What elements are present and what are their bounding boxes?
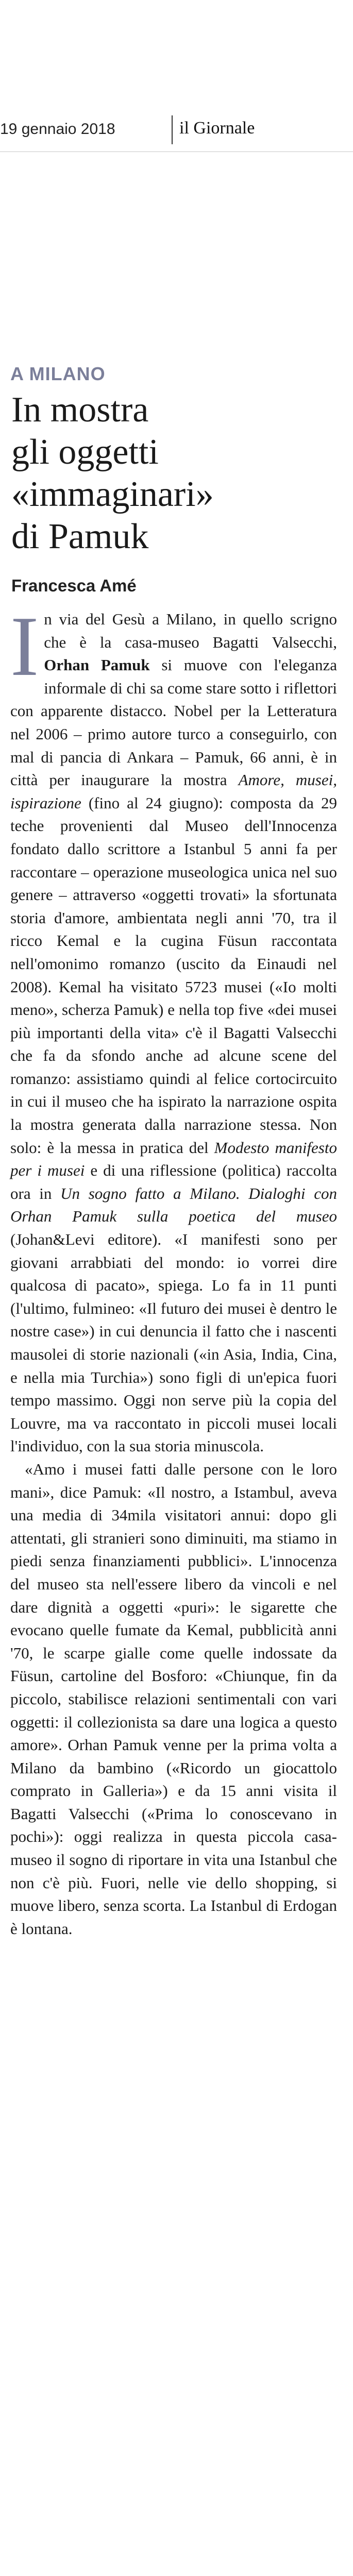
text-run-bold: Orhan Pamuk [44, 656, 150, 674]
title-line: gli oggetti [11, 432, 159, 472]
newspaper-name: il Giornale [179, 118, 255, 138]
text-run: (Johan&Levi editore). «I manifesti sono per giovani arrabbiati del mondo: io vorrei dire qualcosa di pacato», spiega. Lo fa in 11 punti (l'ultimo, fulmineo: «Il futuro dei musei è dentro le nostre case») in cui denuncia il fatto che i nascenti mausolei di storie nazionali («in Asia, India, Cina, e nella mia Turchia») sono figli di un'epica fuori tempo massimo. Oggi non serve più la copia del Louvre, ma va raccontato in piccoli musei locali l'individuo, con la sua storia minuscola. [10, 1230, 337, 1455]
text-run: (fino al 24 giugno): composta da 29 teche provenienti dal Museo dell'Innocenza fondato dallo scrittore a Istanbul 5 anni fa per raccontare – operazione museologica unica nel suo genere – attraverso «oggetti trovati» la sfortunata storia d'amore, ambientata negli anni '70, tra il ricco Kemal e la cugina Füsun raccontata nell'omonimo romanzo (uscito da Einaudi nel 2008). Kemal ha visitato 5723 musei («Io molti meno», scherza Pamuk) e nella top five «dei musei più importanti della vita» c'è il Bagatti Valsecchi che fa da sfondo anche ad alcune scene del romanzo: assistiamo quindi al felice cortocircuito in cui il museo che ha ispirato la narrazione ospita la mostra generata dalla narrazione stessa. Non solo: è la messa in pratica del [10, 793, 337, 1157]
article-body [10, 599, 337, 1940]
title-line: In mostra [11, 390, 149, 430]
title-line: «immaginari» [11, 474, 214, 514]
drop-cap: I [10, 599, 39, 693]
author-byline: Francesca Amé [11, 576, 137, 595]
header-separator [172, 115, 173, 144]
paragraph-1 [10, 599, 337, 1458]
text-run: n via del Gesù a Milano, in quello scrigno che è la casa-museo Bagatti Valsecchi, [44, 610, 337, 651]
page-header [0, 108, 353, 155]
title-line: di Pamuk [11, 517, 149, 556]
p1-runs [10, 599, 337, 1455]
text-run-italic: Amore, musei, ispirazione [10, 771, 337, 812]
section-kicker: A MILANO [10, 363, 106, 384]
paragraph-2: «Amo i musei fatti dalle persone con le loro mani», dice Pamuk: «Il nostro, a Istambul, aveva una media di 34mila visitatori annui: dopo gli attentati, gli stranieri sono diminuiti, ma stiamo in piedi senza finanziamenti pubblici». L'innocenza del museo sta nell'essere libero da vincoli e nel dare dignità a oggetti «puri»: le sigarette che evocano quelle fumate da Kemal, pubblicità anni '70, le scarpe gialle come quelle indossate da Füsun, cartoline del Bosforo: «Chiunque, fin da piccolo, stabilisce relazioni sentimentali con vari oggetti: il collezionista sa dare una logica a questo amore». Orhan Pamuk venne per la prima volta a Milano da bambino («Ricordo un giocattolo comprato in Galleria») e da 15 anni visita il Bagatti Valsecchi («Prima lo conoscevano in pochi»): oggi realizza in questa piccola casa-museo il sogno di riportare in vita una Istanbul che non c'è più. Fuori, nelle vie dello shopping, si muove libero, senza scorta. La Istanbul di Erdogan è lontana. [10, 1460, 337, 1938]
text-run: si muove con l'eleganza informale di chi sa come stare sotto i riflettori con apparente distacco. Nobel per la Letteratura nel 2006 – primo autore turco a conseguirlo, con mal di pancia di Ankara – Pamuk, 66 anni, è in città per inaugurare la mostra [10, 656, 337, 789]
header-rule [0, 151, 353, 152]
text-run: e di una riflessione (politica) raccolta ora in [10, 1161, 337, 1202]
text-run-italic: Modesto manifesto per i musei [10, 1138, 337, 1180]
issue-date: 19 gennaio 2018 [0, 121, 115, 138]
article-title [11, 389, 331, 558]
text-run-italic: Un sogno fatto a Milano. Dialoghi con Orhan Pamuk sulla poetica del museo [10, 1184, 337, 1226]
